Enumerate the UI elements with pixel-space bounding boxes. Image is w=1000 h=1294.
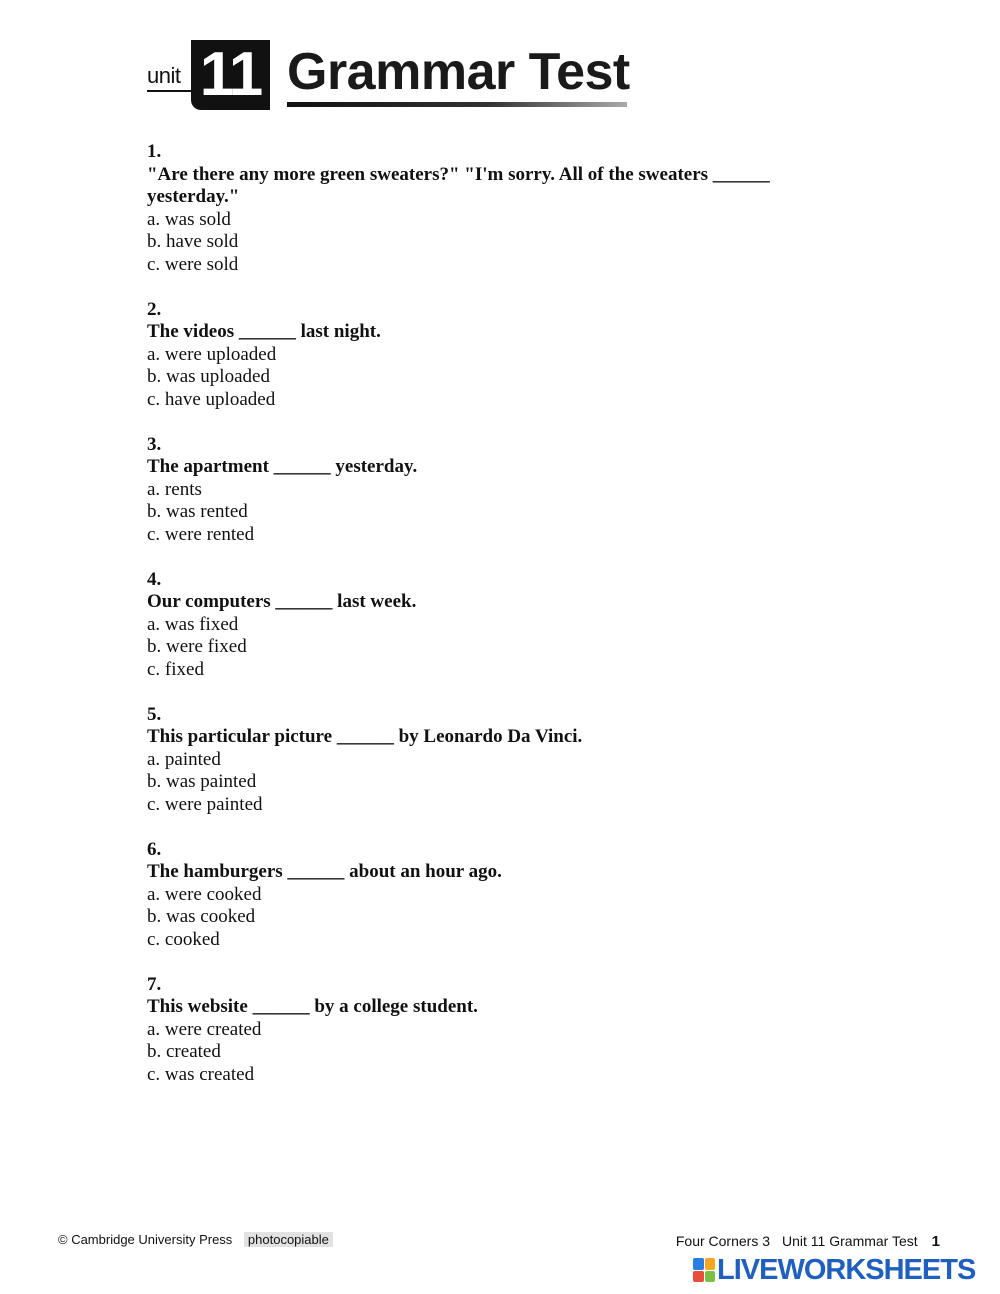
- answer-option[interactable]: b. was cooked: [147, 906, 256, 927]
- question-number: 7.: [147, 973, 162, 995]
- liveworksheets-logo-icon: [693, 1258, 715, 1282]
- answer-option[interactable]: c. have uploaded: [147, 388, 276, 410]
- question-1: [147, 141, 847, 276]
- question-6: [147, 839, 847, 952]
- question-text: "Are there any more green sweaters?" "I'm sorry. All of the sweaters ______ yesterday.": [147, 163, 770, 207]
- unit-rule: [147, 90, 197, 92]
- series-name: Four Corners 3: [675, 1233, 771, 1249]
- question-3: [147, 434, 847, 547]
- question-text: The hamburgers ______ about an hour ago.: [147, 861, 502, 882]
- question-number: 2.: [147, 298, 162, 320]
- question-text: Our computers ______ last week.: [147, 591, 417, 612]
- answer-option[interactable]: b. created: [147, 1041, 221, 1062]
- logo-tile-4: [705, 1271, 716, 1283]
- answer-option[interactable]: c. cooked: [147, 928, 220, 950]
- question-7: [147, 974, 847, 1087]
- title-underline: [287, 102, 627, 107]
- answer-option[interactable]: a. was fixed: [147, 613, 239, 635]
- answer-option[interactable]: b. were fixed: [147, 636, 247, 657]
- unit-header: [147, 40, 637, 115]
- answer-option[interactable]: a. were cooked: [147, 883, 262, 905]
- question-text: The videos ______ last night.: [147, 321, 381, 342]
- question-4: [147, 569, 847, 682]
- page-title: Grammar Test: [287, 43, 630, 101]
- question-list: [147, 141, 847, 1109]
- unit-number-box: 11: [191, 40, 270, 110]
- liveworksheets-wordmark: LIVEWORKSHEETS: [717, 1254, 976, 1286]
- answer-option[interactable]: c. were painted: [147, 793, 263, 815]
- logo-tile-3: [693, 1271, 704, 1283]
- question-text: The apartment ______ yesterday.: [147, 456, 418, 477]
- answer-option[interactable]: c. were sold: [147, 253, 239, 275]
- page-number: 1: [931, 1233, 940, 1250]
- unit-title-footer: Unit 11 Grammar Test: [782, 1233, 918, 1249]
- question-number: 6.: [147, 838, 162, 860]
- liveworksheets-brand[interactable]: [693, 1255, 975, 1285]
- copyright-text: © Cambridge University Press: [58, 1232, 233, 1247]
- answer-option[interactable]: a. painted: [147, 748, 221, 770]
- answer-option[interactable]: c. was created: [147, 1063, 255, 1085]
- footer-right: [676, 1233, 940, 1250]
- answer-option[interactable]: b. was uploaded: [147, 366, 270, 387]
- answer-option[interactable]: a. were created: [147, 1018, 262, 1040]
- answer-option[interactable]: b. was rented: [147, 501, 248, 522]
- answer-option[interactable]: c. fixed: [147, 658, 204, 680]
- answer-option[interactable]: b. was painted: [147, 771, 257, 792]
- footer-left: [58, 1232, 333, 1247]
- question-text: This website ______ by a college student.: [147, 996, 478, 1017]
- answer-option[interactable]: b. have sold: [147, 231, 239, 252]
- question-text: This particular picture ______ by Leonardo Da Vinci.: [147, 726, 583, 747]
- logo-tile-2: [705, 1258, 716, 1270]
- question-number: 5.: [147, 703, 162, 725]
- photocopiable-badge: photocopiable: [244, 1232, 333, 1247]
- logo-tile-1: [693, 1258, 704, 1270]
- answer-option[interactable]: a. rents: [147, 478, 202, 500]
- question-5: [147, 704, 847, 817]
- question-number: 4.: [147, 568, 162, 590]
- unit-label: unit: [147, 63, 181, 88]
- question-number: 1.: [147, 141, 162, 162]
- answer-option[interactable]: c. were rented: [147, 523, 255, 545]
- question-2: [147, 299, 847, 412]
- answer-option[interactable]: a. was sold: [147, 208, 231, 230]
- question-number: 3.: [147, 433, 162, 455]
- answer-option[interactable]: a. were uploaded: [147, 343, 277, 365]
